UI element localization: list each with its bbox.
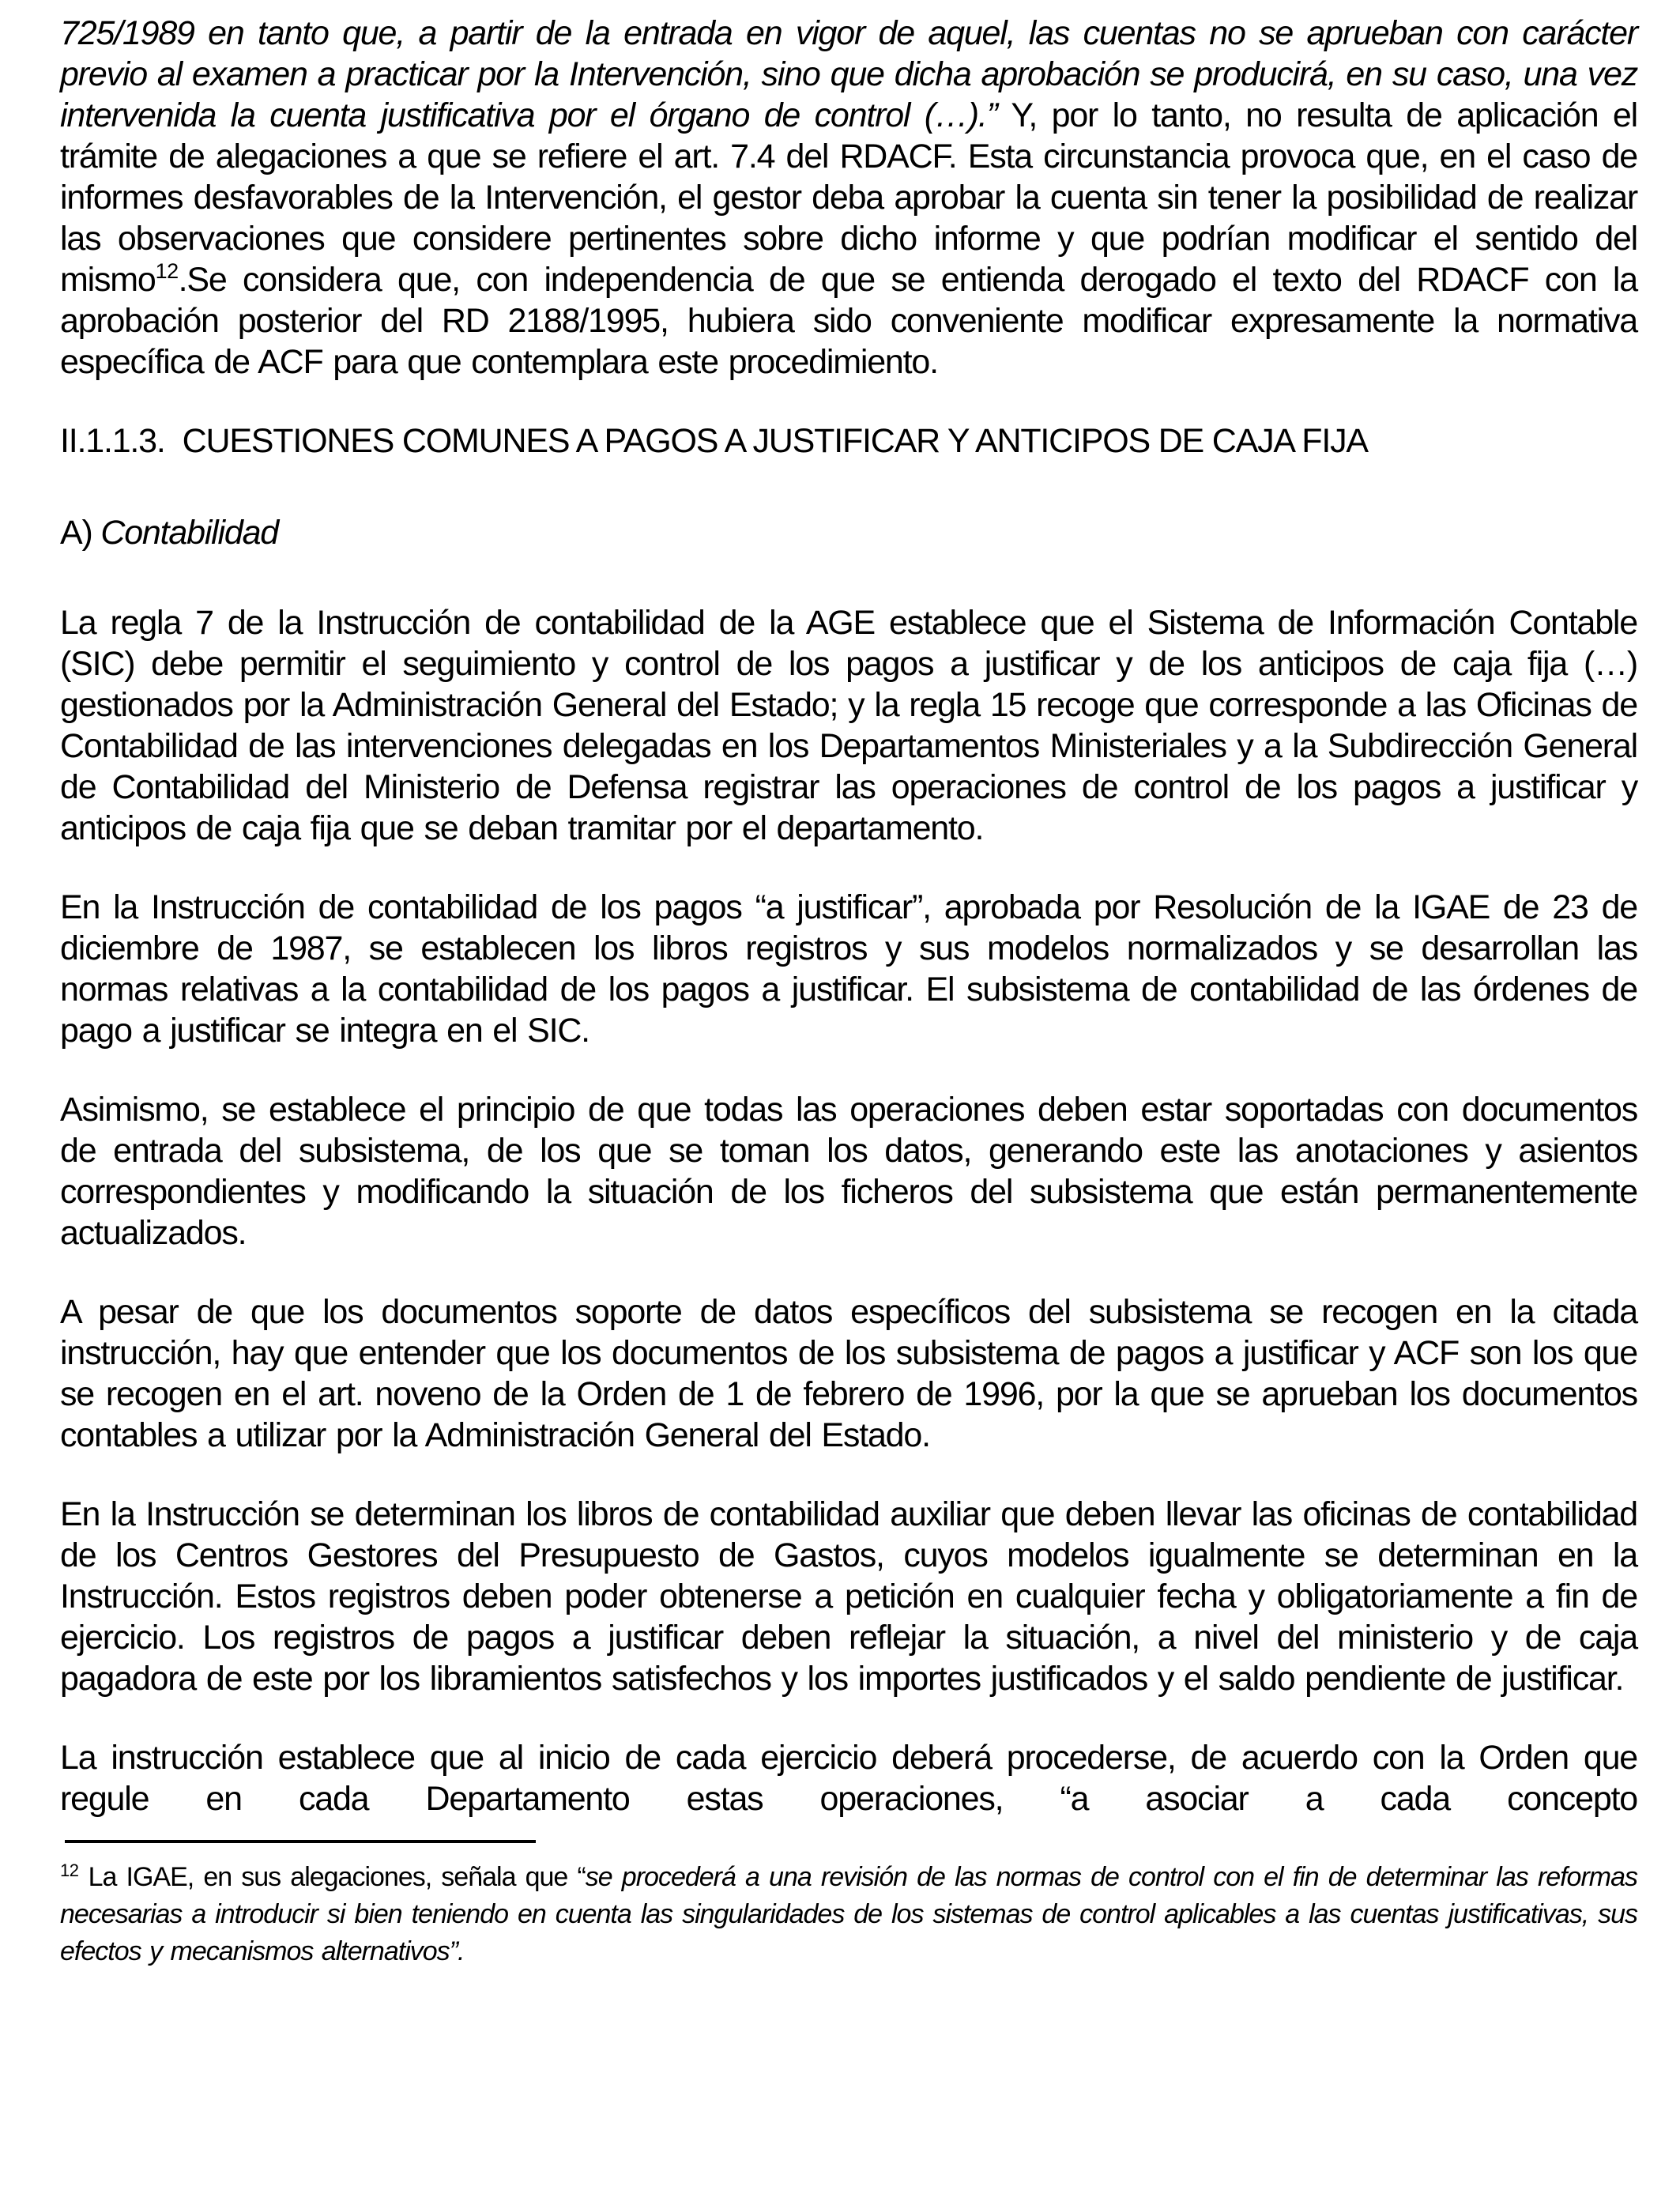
paragraph-continuation: .Se considera que, con independencia de que se entienda derogado el texto del RDACF con la aprobación posterior del RD 2188/1995, hubiera sido conveniente modificar expresamente la normativa específica de ACF para que contemplara este procedimiento. bbox=[60, 261, 1637, 381]
footnote-divider bbox=[65, 1840, 536, 1843]
footnote-intro-text: La IGAE, en sus alegaciones, señala que “ bbox=[78, 1862, 586, 1892]
paragraph-documentos-soporte: A pesar de que los documentos soporte de datos específicos del subsistema se recogen en la citada instrucción, hay que entender que los documentos de los subsistema de pagos a justificar y ACF son los que se recogen en el art. noveno de la Orden de 1 de febrero de 1996, por la que se aprueban los documentos contables a utilizar por la Administración General del Estado. bbox=[60, 1293, 1637, 1454]
paragraph-commentary: Y, por lo tanto, no resulta de aplicación el trámite de alegaciones a que se refiere el art. 7.4 del RDACF. Esta circunstancia provoca que, en el caso de informes desfavorables de la Intervención, el gestor deba aprobar la cuenta sin tener la posibilidad de realizar las observaciones que considere pertinentes sobre dicho informe y que podrían modificar el sentido del mismo bbox=[60, 96, 1637, 299]
section-number: II.1.1.3. bbox=[60, 422, 165, 460]
quoted-ruling-text: 725/1989 en tanto que, a partir de la entrada en vigor de aquel, las cuentas no se aprueban con carácter previo al examen a practicar por la Intervención, sino que dicha aprobación se producirá, en su caso, una vez intervenida la cuenta justificativa por el órgano de control (…).” bbox=[60, 14, 1637, 134]
paragraph-instruccion-contabilidad: En la Instrucción de contabilidad de los pagos “a justificar”, aprobada por Resolución de la IGAE de 23 de diciembre de 1987, se establecen los libros registros y sus modelos normalizados y se desarrollan las normas relativas a la contabilidad de los pagos a justificar. El subsistema de contabilidad de las órdenes de pago a justificar se integra en el SIC. bbox=[60, 888, 1637, 1050]
subsection-heading bbox=[60, 512, 1637, 553]
footnote-12 bbox=[60, 1859, 1637, 1970]
paragraph-instruccion-ejercicio: La instrucción establece que al inicio de cada ejercicio deberá procederse, de acuerdo con la Orden que regule en cada Departamento estas operaciones, “a asociar a cada concepto bbox=[60, 1739, 1637, 1818]
footnote-reference-12: 12 bbox=[155, 259, 179, 283]
paragraph-regla-7: La regla 7 de la Instrucción de contabilidad de la AGE establece que el Sistema de Información Contable (SIC) debe permitir el seguimiento y control de los pagos a justificar y de los anticipos de caja fija (…) gestionados por la Administración General del Estado; y la regla 15 recoge que corresponde a las Oficinas de Contabilidad de las intervenciones delegadas en los Departamentos Ministeriales y a la Subdirección General de Contabilidad del Ministerio de Defensa registrar las operaciones de control de los pagos a justificar y anticipos de caja fija que se deban tramitar por el departamento. bbox=[60, 604, 1637, 847]
footnote-quoted-text: se procederá a una revisión de las normas de control con el fin de determinar las reformas necesarias a introducir si bien teniendo en cuenta las singularidades de los sistemas de control aplicables a las cuentas justificativas, sus efectos y mecanismos alternativos”. bbox=[60, 1862, 1638, 1966]
section-heading bbox=[60, 420, 1637, 462]
footnote-marker-12: 12 bbox=[60, 1860, 79, 1880]
subsection-title: Contabilidad bbox=[100, 514, 279, 552]
subsection-letter: A) bbox=[60, 514, 101, 552]
paragraph-quote-rdacf bbox=[60, 13, 1637, 383]
paragraph-libros-contabilidad: En la Instrucción se determinan los libros de contabilidad auxiliar que deben llevar las oficinas de contabilidad de los Centros Gestores del Presupuesto de Gastos, cuyos modelos igualmente se determinan en la Instrucción. Estos registros deben poder obtenerse a petición en cualquier fecha y obligatoriamente a fin de ejercicio. Los registros de pagos a justificar deben reflejar la situación, a nivel del ministerio y de caja pagadora de este por los libramientos satisfechos y los importes justificados y el saldo pendiente de justificar. bbox=[60, 1495, 1637, 1698]
paragraph-asimismo: Asimismo, se establece el principio de que todas las operaciones deben estar soportadas con documentos de entrada del subsistema, de los que se toman los datos, generando este las anotaciones y asientos correspondientes y modificando la situación de los ficheros del subsistema que están permanentemente actualizados. bbox=[60, 1091, 1637, 1252]
section-title: CUESTIONES COMUNES A PAGOS A JUSTIFICAR Y ANTICIPOS DE CAJA FIJA bbox=[182, 422, 1368, 460]
